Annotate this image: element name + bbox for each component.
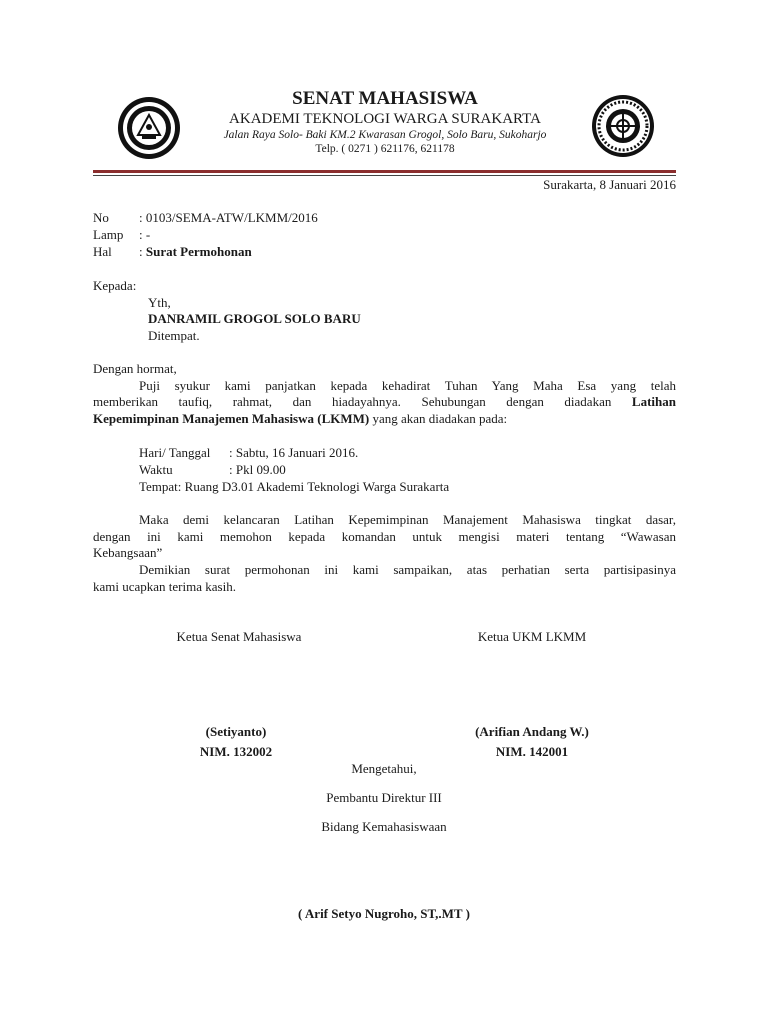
meta-hal-label: Hal (93, 244, 112, 259)
greeting: Dengan hormat, (93, 361, 177, 376)
meta-lamp-value: : - (139, 227, 151, 242)
meta-lamp-label: Lamp (93, 227, 124, 242)
signature-right-role: Ketua UKM LKMM (477, 629, 587, 644)
meta-hal-value: : Surat Permohonan (139, 244, 252, 259)
meta-no-value: : 0103/SEMA-ATW/LKMM/2016 (139, 210, 318, 225)
letterhead-divider-thick (93, 170, 676, 173)
acknowledged-name: ( Arif Setyo Nugroho, ST,.MT ) (298, 906, 470, 921)
letterhead-address: Jalan Raya Solo- Baki KM.2 Kwarasan Grogol, Solo Baru, Sukoharjo (223, 129, 547, 141)
signature-left-nim: NIM. 132002 (199, 744, 273, 759)
academy-seal-logo (116, 95, 182, 161)
paragraph-2-line-3: Kebangsaan” (93, 545, 163, 560)
recipient-name: DANRAMIL GROGOL SOLO BARU (148, 311, 361, 326)
event-place: Tempat: Ruang D3.01 Akademi Teknologi Warga Surakarta (139, 479, 450, 494)
letterhead-institution: AKADEMI TEKNOLOGI WARGA SURAKARTA (229, 111, 541, 127)
paragraph-2-line-1: Maka demi kelancaran Latihan Kepemimpinan Manajement Mahasiswa tingkat dasar, (139, 512, 676, 527)
event-time-value: : Pkl 09.00 (229, 462, 286, 477)
signature-right-name: (Arifian Andang W.) (475, 724, 589, 739)
paragraph-3-line-1: Demikian surat permohonan ini kami sampaikan, atas perhatian serta partisipasinya (139, 562, 676, 577)
student-senate-seal-logo (590, 93, 656, 159)
recipient-place: Ditempat. (148, 328, 200, 343)
paragraph-3-line-2: kami ucapkan terima kasih. (93, 579, 236, 594)
place-date: Surakarta, 8 Januari 2016 (543, 177, 676, 192)
letterhead-divider-thin (93, 175, 676, 176)
acknowledged-role: Pembantu Direktur III (326, 790, 442, 805)
letterhead-title: SENAT MAHASISWA (292, 88, 478, 109)
paragraph-1-line-1: Puji syukur kami panjatkan kepada kehadirat Tuhan Yang Maha Esa yang telah (139, 378, 676, 393)
recipient-kepada: Kepada: (93, 278, 137, 293)
signature-left-role: Ketua Senat Mahasiswa (176, 629, 302, 644)
signature-left-name: (Setiyanto) (205, 724, 267, 739)
event-day-label: Hari/ Tanggal (139, 445, 211, 460)
acknowledged-division: Bidang Kemahasiswaan (321, 819, 447, 834)
meta-no-label: No (93, 210, 109, 225)
paragraph-2-line-2: dengan ini kami memohon kepada komandan untuk mengisi materi tentang “Wawasan (93, 529, 676, 544)
letterhead-phone: Telp. ( 0271 ) 621176, 621178 (315, 143, 455, 155)
acknowledged-label: Mengetahui, (351, 761, 417, 776)
paragraph-1-line-2: memberikan taufiq, rahmat, dan hiadayahnya. Sehubungan dengan diadakan Latihan (93, 394, 676, 409)
recipient-yth: Yth, (148, 295, 171, 310)
event-time-label: Waktu (139, 462, 173, 477)
signature-right-nim: NIM. 142001 (495, 744, 569, 759)
paragraph-1-line-3: Kepemimpinan Manajemen Mahasiswa (LKMM) yang akan diadakan pada: (93, 411, 508, 426)
event-day-value: : Sabtu, 16 Januari 2016. (229, 445, 359, 460)
